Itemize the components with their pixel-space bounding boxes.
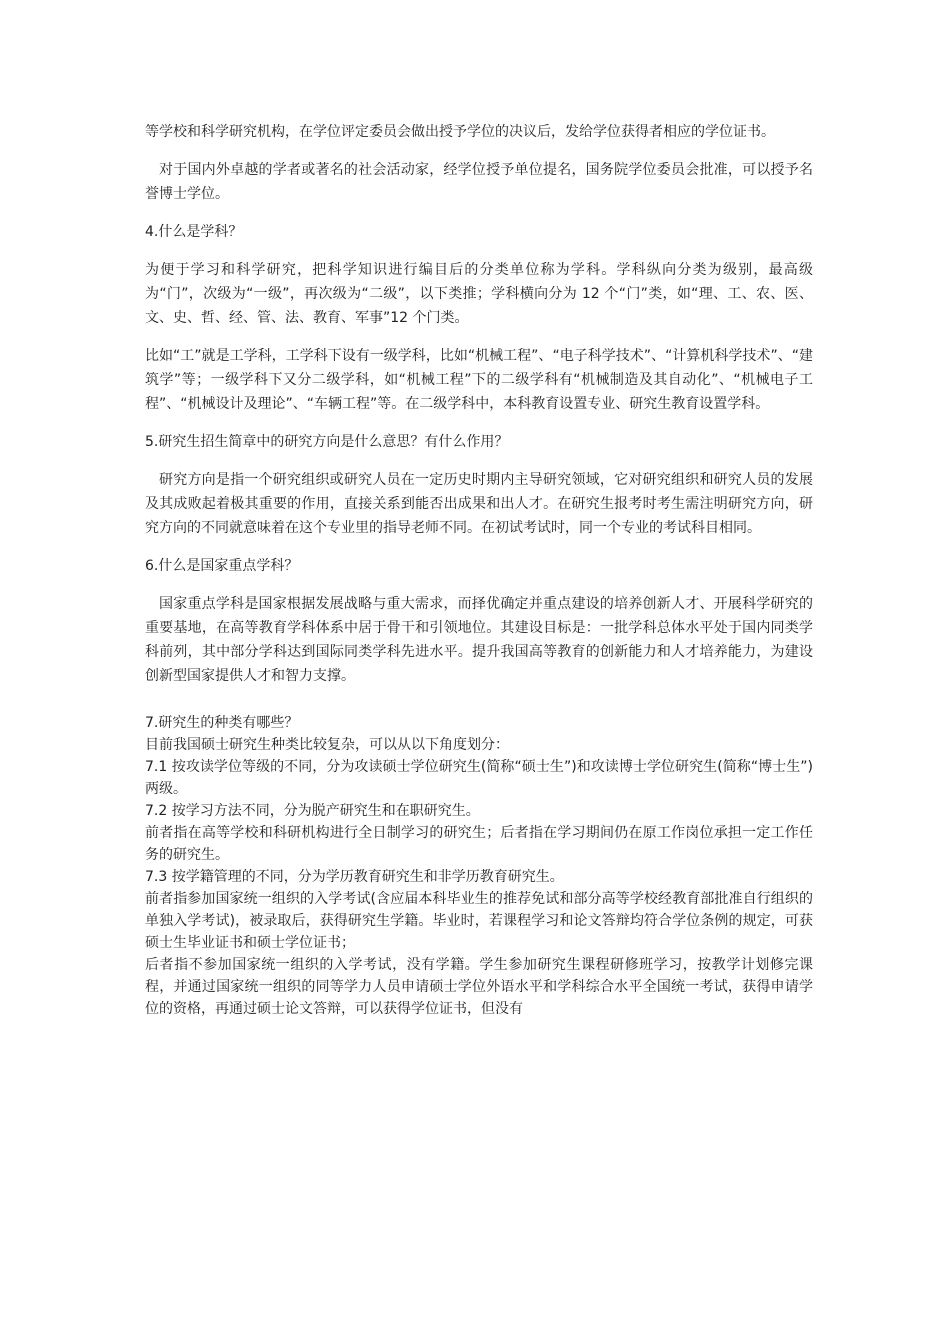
paragraph-study-mode-detail: 前者指在高等学校和科研机构进行全日制学习的研究生；后者指在学习期间仍在原工作岗位承担一定工作任务的研究生。 (145, 825, 813, 863)
paragraph-key-discipline: 国家重点学科是国家根据发展战略与重大需求，而择优确定并重点建设的培养创新人才、开展科学研究的重要基地，在高等教育学科体系中居于骨干和引领地位。其建设目标是：一批学科总体水平处于国内同类学科前列，其中部分学科达到国际同类学科先进水平。提升我国高等教育的创新能力和人才培养能力，为建设创新型国家提供人才和智力支撑。 (145, 596, 813, 684)
paragraph-non-degree-education: 后者指不参加国家统一组织的入学考试，没有学籍。学生参加研究生课程研修班学习，按教学计划修完课程，并通过国家统一组织的同等学力人员申请硕士学位外语水平和学科综合水平全国统一考试，获得申请学位的资格，再通过硕士论文答辩，可以获得学位证书，但没有 (145, 957, 813, 1017)
paragraph-graduate-types-intro: 目前我国硕士研究生种类比较复杂，可以从以下角度划分： (145, 737, 509, 753)
paragraph-discipline-definition: 为便于学习和科学研究，把科学知识进行编目后的分类单位称为学科。学科纵向分类为级别，最高级为“门”，次级为“一级”，再次级为“二级”，以下类推；学科横向分为 12 个“门”类，如“理、工、农、医、文、史、哲、经、管、法、教育、军事”12 个门类。 (145, 262, 813, 326)
paragraph-degree-education: 前者指参加国家统一组织的入学考试(含应届本科毕业生的推荐免试和部分高等学校经教育部批准自行组织的单独入学考试)，被录取后，获得研究生学籍。毕业时，若课程学习和论文答辩均符合学位条例的规定，可获硕士生毕业证书和硕士学位证书； (145, 891, 813, 951)
document-page (145, 120, 813, 1020)
paragraph-types-by-enrollment: 7.3 按学籍管理的不同，分为学历教育研究生和非学历教育研究生。 (145, 869, 564, 885)
heading-what-is-discipline: 4.什么是学科？ (145, 224, 243, 240)
paragraph-types-by-degree: 7.1 按攻读学位等级的不同，分为攻读硕士学位研究生(简称“硕士生”)和攻读博士学位研究生(简称“博士生”)两级。 (145, 759, 813, 797)
heading-key-discipline: 6.什么是国家重点学科？ (145, 558, 299, 574)
paragraph-discipline-example: 比如“工”就是工学科，工学科下设有一级学科，比如“机械工程”、“电子科学技术”、“计算机科学技术”、“建筑学”等；一级学科下又分二级学科，如“机械工程”下的二级学科有“机械制造及其自动化”、“机械电子工程”、“机械设计及理论”、“车辆工程”等。在二级学科中，本科教育设置专业、研究生教育设置学科。 (145, 348, 813, 412)
heading-research-direction: 5.研究生招生简章中的研究方向是什么意思？有什么作用？ (145, 434, 509, 450)
paragraph-research-direction: 研究方向是指一个研究组织或研究人员在一定历史时期内主导研究领域，它对研究组织和研究人员的发展及其成败起着极其重要的作用，直接关系到能否出成果和出人才。在研究生报考时考生需注明研究方向，研究方向的不同就意味着在这个专业里的指导老师不同。在初试考试时，同一个专业的考试科目相同。 (145, 472, 813, 536)
paragraph-types-by-study-mode: 7.2 按学习方法不同，分为脱产研究生和在职研究生。 (145, 803, 480, 819)
paragraph-degree-certificate: 等学校和科学研究机构，在学位评定委员会做出授予学位的决议后，发给学位获得者相应的学位证书。 (145, 124, 775, 140)
paragraph-honorary-doctorate: 对于国内外卓越的学者或著名的社会活动家，经学位授予单位提名，国务院学位委员会批准，可以授予名誉博士学位。 (145, 162, 813, 202)
heading-graduate-types: 7.研究生的种类有哪些？ (145, 715, 299, 731)
section-spacer (145, 688, 813, 712)
